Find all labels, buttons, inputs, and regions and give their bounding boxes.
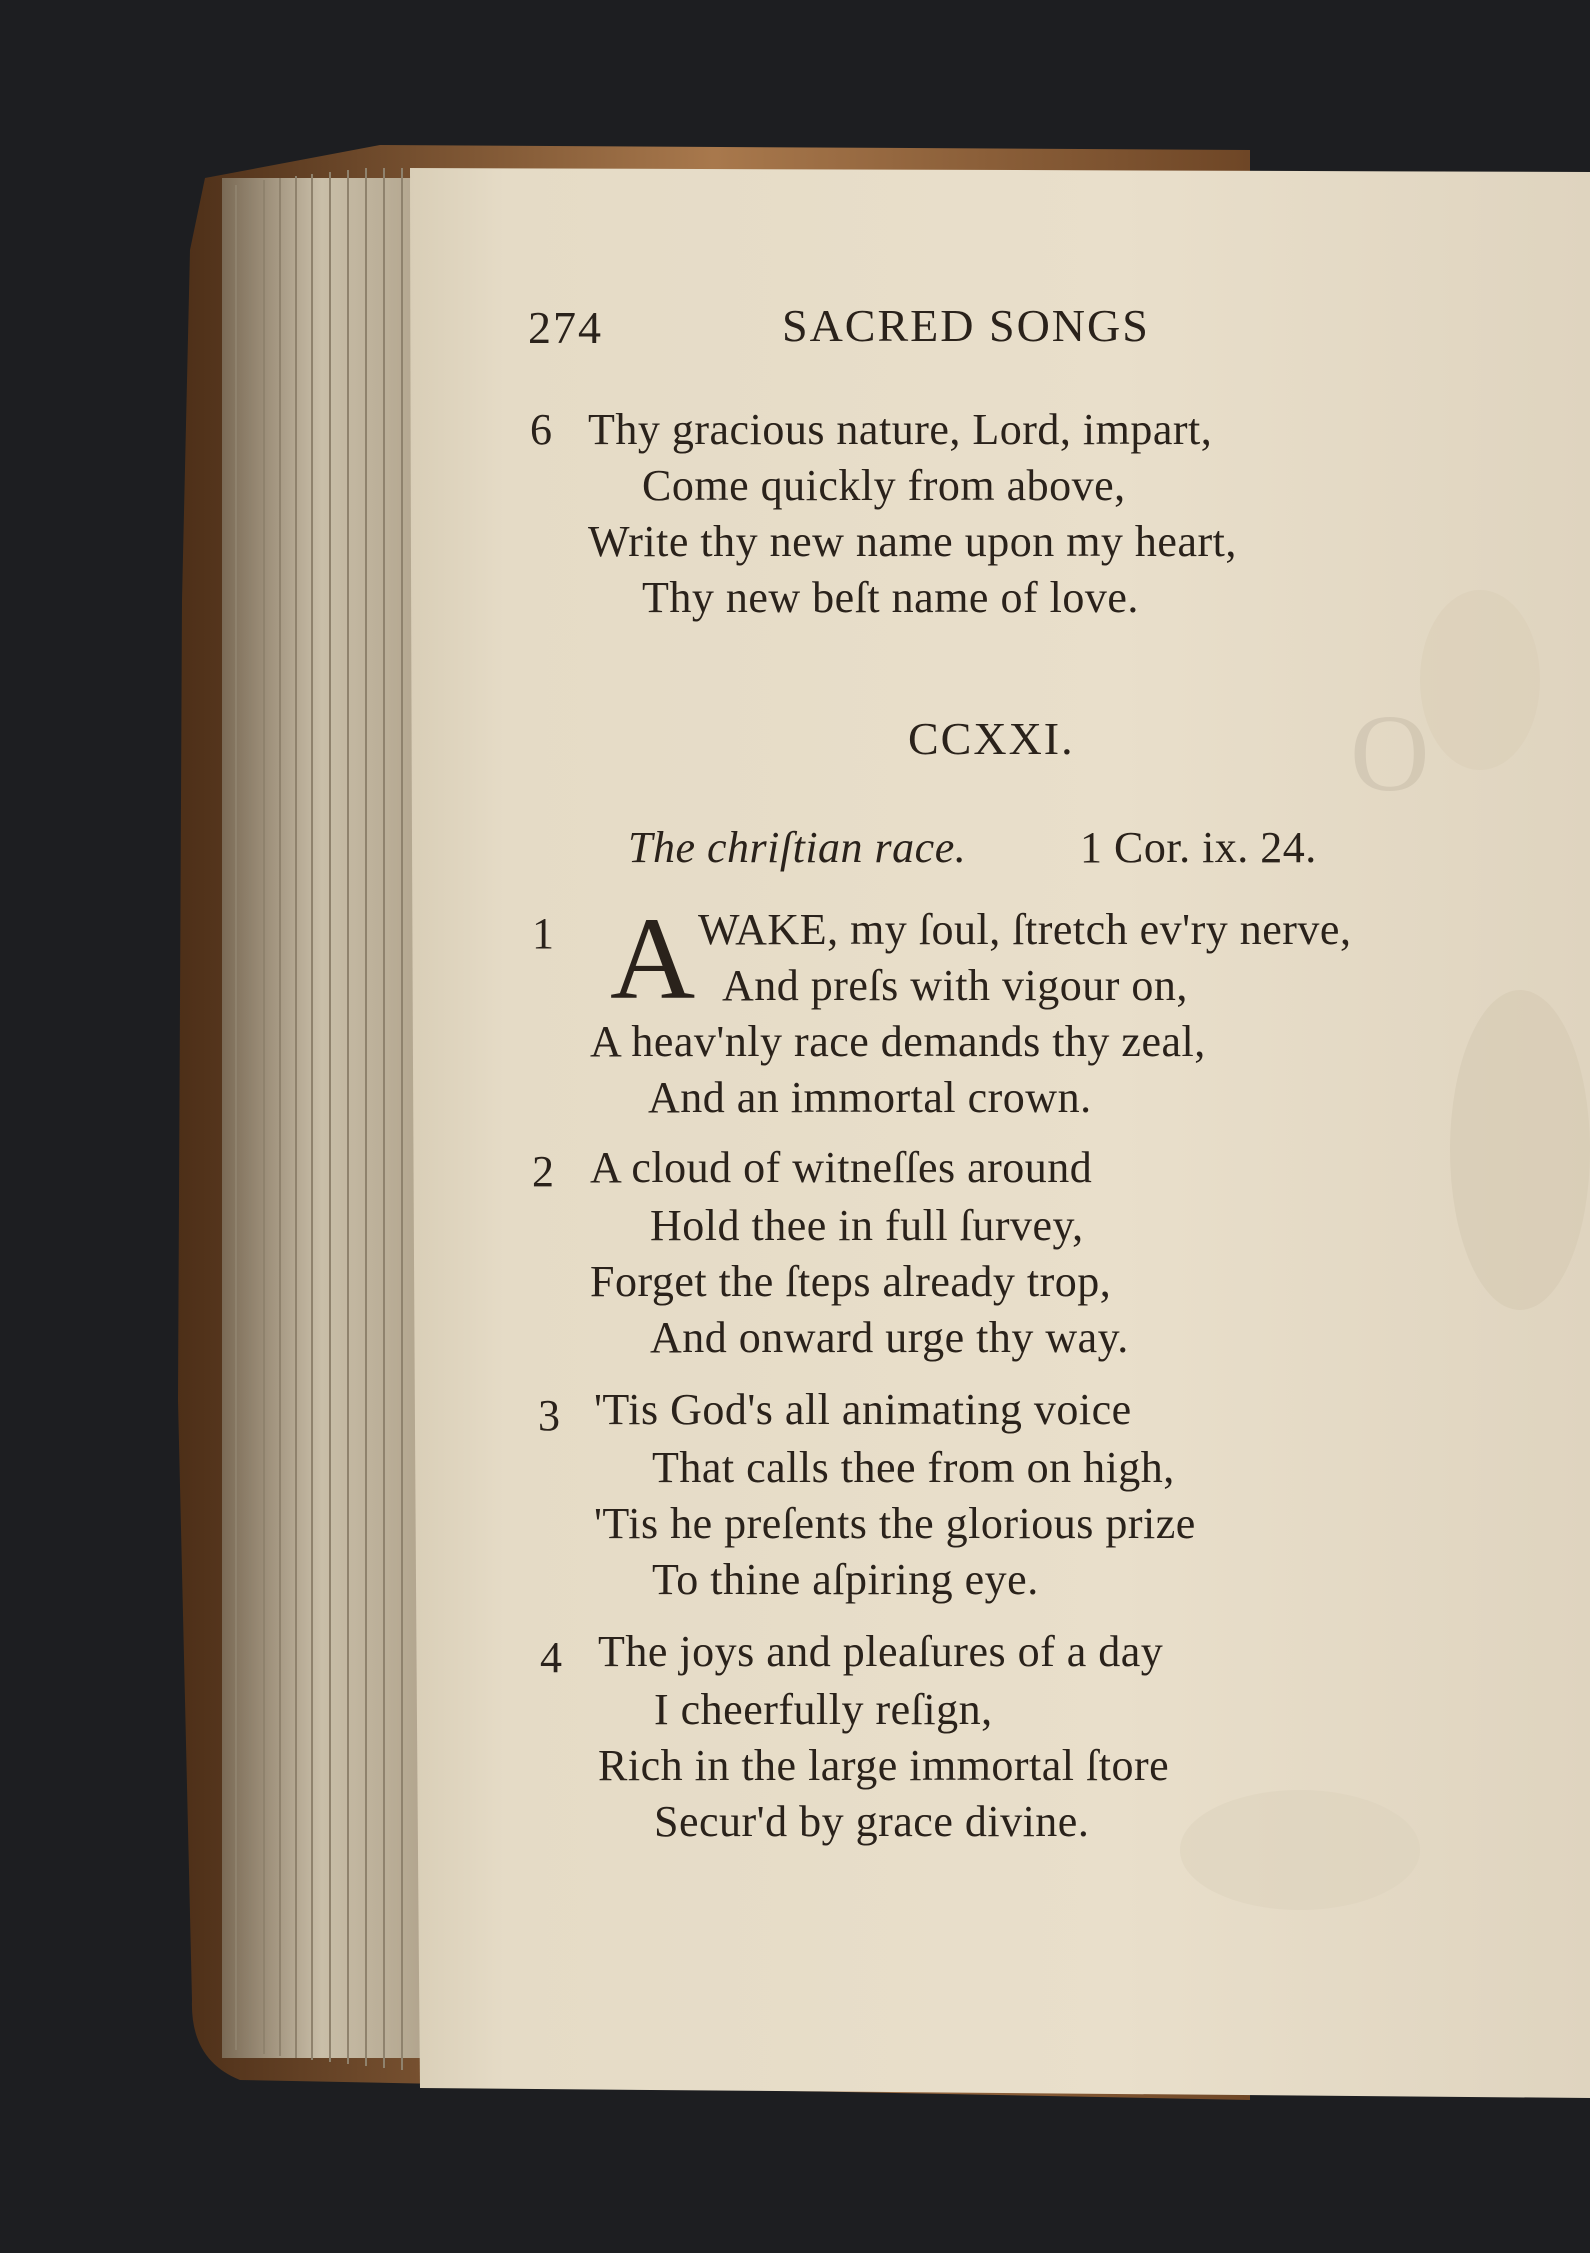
verse-line: A heav'nly race demands thy zeal, <box>590 1017 1206 1066</box>
verse-line: 'Tis he preſents the glorious prize <box>594 1499 1196 1548</box>
drop-cap: A <box>610 893 696 1024</box>
verse-line: Secur'd by grace divine. <box>654 1797 1090 1846</box>
verse-line: Write thy new name upon my heart, <box>588 517 1237 566</box>
verse-line: The joys and pleaſures of a day <box>598 1627 1164 1676</box>
verse-number: 1 <box>532 909 555 958</box>
verse-line: Forget the ſteps already trop, <box>590 1257 1112 1306</box>
page-number: 274 <box>528 302 603 353</box>
verse-line: And onward urge thy way. <box>650 1313 1129 1362</box>
verse-line: And preſs with vigour on, <box>722 961 1188 1010</box>
verse-number: 2 <box>532 1147 555 1196</box>
verse-line: 'Tis God's all animating voice <box>594 1385 1132 1434</box>
verse-line: Rich in the large immortal ſtore <box>598 1741 1170 1790</box>
hymn-subtitle: The chriſtian race. <box>628 823 967 872</box>
verse-number: 3 <box>538 1391 561 1440</box>
verse-line: And an immortal crown. <box>648 1073 1092 1122</box>
scripture-reference: 1 Cor. ix. 24. <box>1080 823 1317 872</box>
verse-line: To thine aſpiring eye. <box>652 1555 1039 1604</box>
hymn-number: CCXXI. <box>908 713 1075 764</box>
verse-line: WAKE, my ſoul, ſtretch ev'ry nerve, <box>698 905 1352 954</box>
verse-line: Hold thee in full ſurvey, <box>650 1201 1084 1250</box>
verse-number: 4 <box>540 1633 563 1682</box>
verse-line: Thy new beſt name of love. <box>642 573 1139 622</box>
verse-line: Come quickly from above, <box>642 461 1126 510</box>
verse-number: 6 <box>530 405 553 454</box>
verse-line: Thy gracious nature, Lord, impart, <box>588 405 1213 454</box>
verse-line: That calls thee from on high, <box>652 1443 1175 1492</box>
show-through-text: O <box>1350 692 1430 814</box>
verse-line: A cloud of witneſſes around <box>590 1143 1093 1192</box>
running-title: SACRED SONGS <box>782 300 1150 351</box>
verse-line: I cheerfully reſign, <box>654 1685 993 1734</box>
